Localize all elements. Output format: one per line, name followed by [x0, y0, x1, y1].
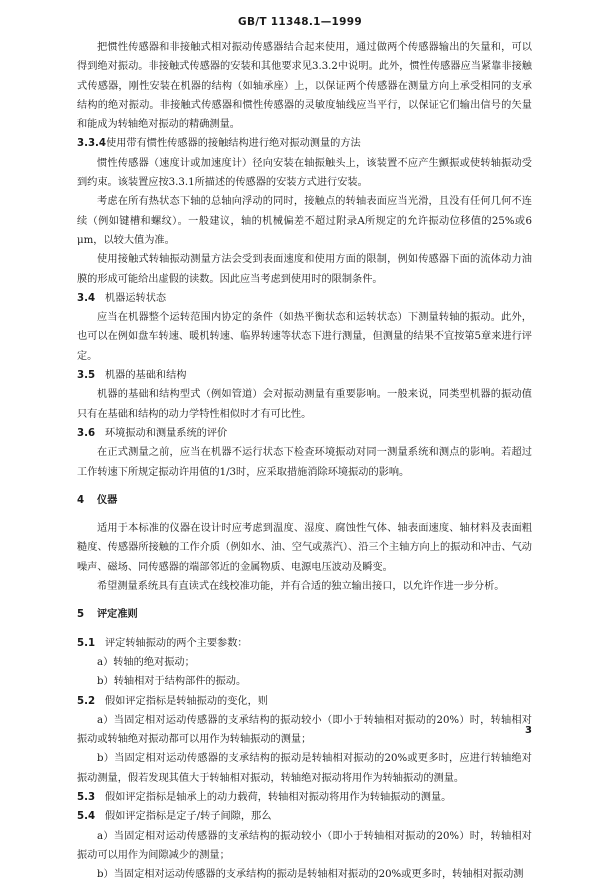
- heading-3-5: [77, 366, 532, 385]
- paragraph: 希望测量系统具有直读式在线校准功能，并有合适的独立输出接口，以允许作进一步分析。: [97, 581, 505, 593]
- section-number: 3.6: [77, 427, 96, 439]
- chapter-heading-4: [77, 491, 532, 510]
- clause-text: 假如评定指标是轴承上的动力载荷，转轴相对振动将用作为转轴振动的测量。: [105, 791, 452, 803]
- heading-3-3-4: [77, 134, 532, 153]
- paragraph: 使用接触式转轴振动测量方法会受到表面速度和使用方面的限制，例如传感器下面的流体动力油膜的形成可能给出虚假的读数。因此应当考虑到使用时的限制条件。: [77, 254, 532, 285]
- clause-5-1: [77, 634, 532, 653]
- list-item: b）转轴相对于结构部件的振动。: [97, 676, 247, 688]
- paragraph: 应当在机器整个运转范围内协定的条件（如热平衡状态和运转状态）下测量转轴的振动。此外，也可以在例如盘车转速、暖机转速、临界转速等状态下进行测量，但测量的结果不宜按第5章来进行评定。: [77, 312, 532, 362]
- clause-text: 评定转轴振动的两个主要参数：: [105, 637, 248, 649]
- page-number: 3: [525, 725, 532, 736]
- list-item: b）当固定相对运动传感器的支承结构的振动是转轴相对振动的20%或更多时，转轴相对振动测: [97, 869, 524, 881]
- clause-number: 5.4: [77, 811, 96, 823]
- section-number: 3.4: [77, 292, 96, 304]
- chapter-title: 仪器: [97, 494, 118, 506]
- page-content: [77, 38, 532, 884]
- section-title: 机器运转状态: [105, 292, 167, 304]
- clause-5-2: [77, 692, 532, 711]
- section-title: 使用带有惯性传感器的接触结构进行绝对振动测量的方法: [106, 138, 361, 150]
- clause-number: 5.3: [77, 791, 96, 803]
- list-item: a）当固定相对运动传感器的支承结构的振动较小（即小于转轴相对振动的20%）时，转轴相对振动可以用作为间隙减少的测量；: [77, 830, 532, 861]
- intro-paragraph: 把惯性传感器和非接触式相对振动传感器结合起来使用，通过做两个传感器输出的矢量和，可以得到绝对振动。非接触式传感器的安装和其他要求见3.3.2中说明。此外，惯性传感器应当紧靠非接触式传感器，刚性安装在机器的结构（如轴承座）上，以保证两个传感器在测量方向上承受相同的支承结构的绝对振动。非接触式传感器和惯性传感器的灵敏度轴线应当平行，以保证它们输出信号的矢量和能成为转轴绝对振动的精确测量。: [77, 42, 532, 131]
- chapter-title: 评定准则: [97, 609, 138, 621]
- chapter-number: 5: [77, 609, 85, 621]
- section-title: 环境振动和测量系统的评价: [105, 427, 228, 439]
- heading-3-4: [77, 289, 532, 308]
- paragraph: 考虑在所有热状态下轴的总轴向浮动的同时，接触点的转轴表面应当光滑，且没有任何几何不连续（例如键槽和螺纹）。一般建议，轴的机械偏差不超过附录A所规定的允许振动位移值的25%或6 μm，以较大值为准。: [77, 196, 532, 246]
- heading-3-6: [77, 424, 532, 443]
- clause-number: 5.1: [77, 637, 96, 649]
- clause-text: 假如评定指标是转轴振动的变化，则: [105, 695, 268, 707]
- section-number: 3.5: [77, 370, 96, 382]
- clause-text: 假如评定指标是定子/转子间隙，那么: [105, 811, 272, 823]
- paragraph: 适用于本标准的仪器在设计时应考虑到温度、湿度、腐蚀性气体、轴表面速度、轴材料及表面粗糙度、传感器所接触的工作介质（例如水、油、空气或蒸汽）、沿三个主轴方向上的振动和冲击、气动噪声、磁场、同传感器的端部邻近的金属物质、电源电压波动及瞬变。: [77, 523, 532, 573]
- standard-header: GB/T 11348.1—1999: [238, 16, 362, 28]
- list-item: b）当固定相对运动传感器的支承结构的振动是转轴相对振动的20%或更多时，应进行转轴绝对振动测量，假若发现其值大于转轴相对振动，转轴绝对振动将用作为转轴振动的测量。: [77, 753, 532, 784]
- clause-5-3: [77, 788, 532, 807]
- paragraph: 机器的基础和结构型式（例如管道）会对振动测量有重要影响。一般来说，同类型机器的振动值只有在基础和结构的动力学特性相似时才有可比性。: [77, 389, 532, 420]
- chapter-number: 4: [77, 494, 85, 506]
- chapter-heading-5: [77, 605, 532, 624]
- list-item: a）当固定相对运动传感器的支承结构的振动较小（即小于转轴相对振动的20%）时，转轴相对振动或转轴绝对振动都可以用作为转轴振动的测量；: [77, 714, 532, 746]
- paragraph: 惯性传感器（速度计或加速度计）径向安装在轴振触头上，该装置不应产生颤振或使转轴振动受到约束。该装置应按3.3.1所描述的传感器的安装方式进行安装。: [77, 157, 532, 189]
- clause-5-4: [77, 807, 532, 826]
- section-title: 机器的基础和结构: [105, 370, 187, 382]
- section-number: 3.3.4: [77, 138, 107, 150]
- list-item: a）转轴的绝对振动；: [97, 656, 195, 668]
- clause-number: 5.2: [77, 695, 96, 707]
- paragraph: 在正式测量之前，应当在机器不运行状态下检查环境振动对同一测量系统和测点的影响。若超过工作转速下所规定振动许用值的1/3时，应采取措施消除环境振动的影响。: [77, 447, 532, 478]
